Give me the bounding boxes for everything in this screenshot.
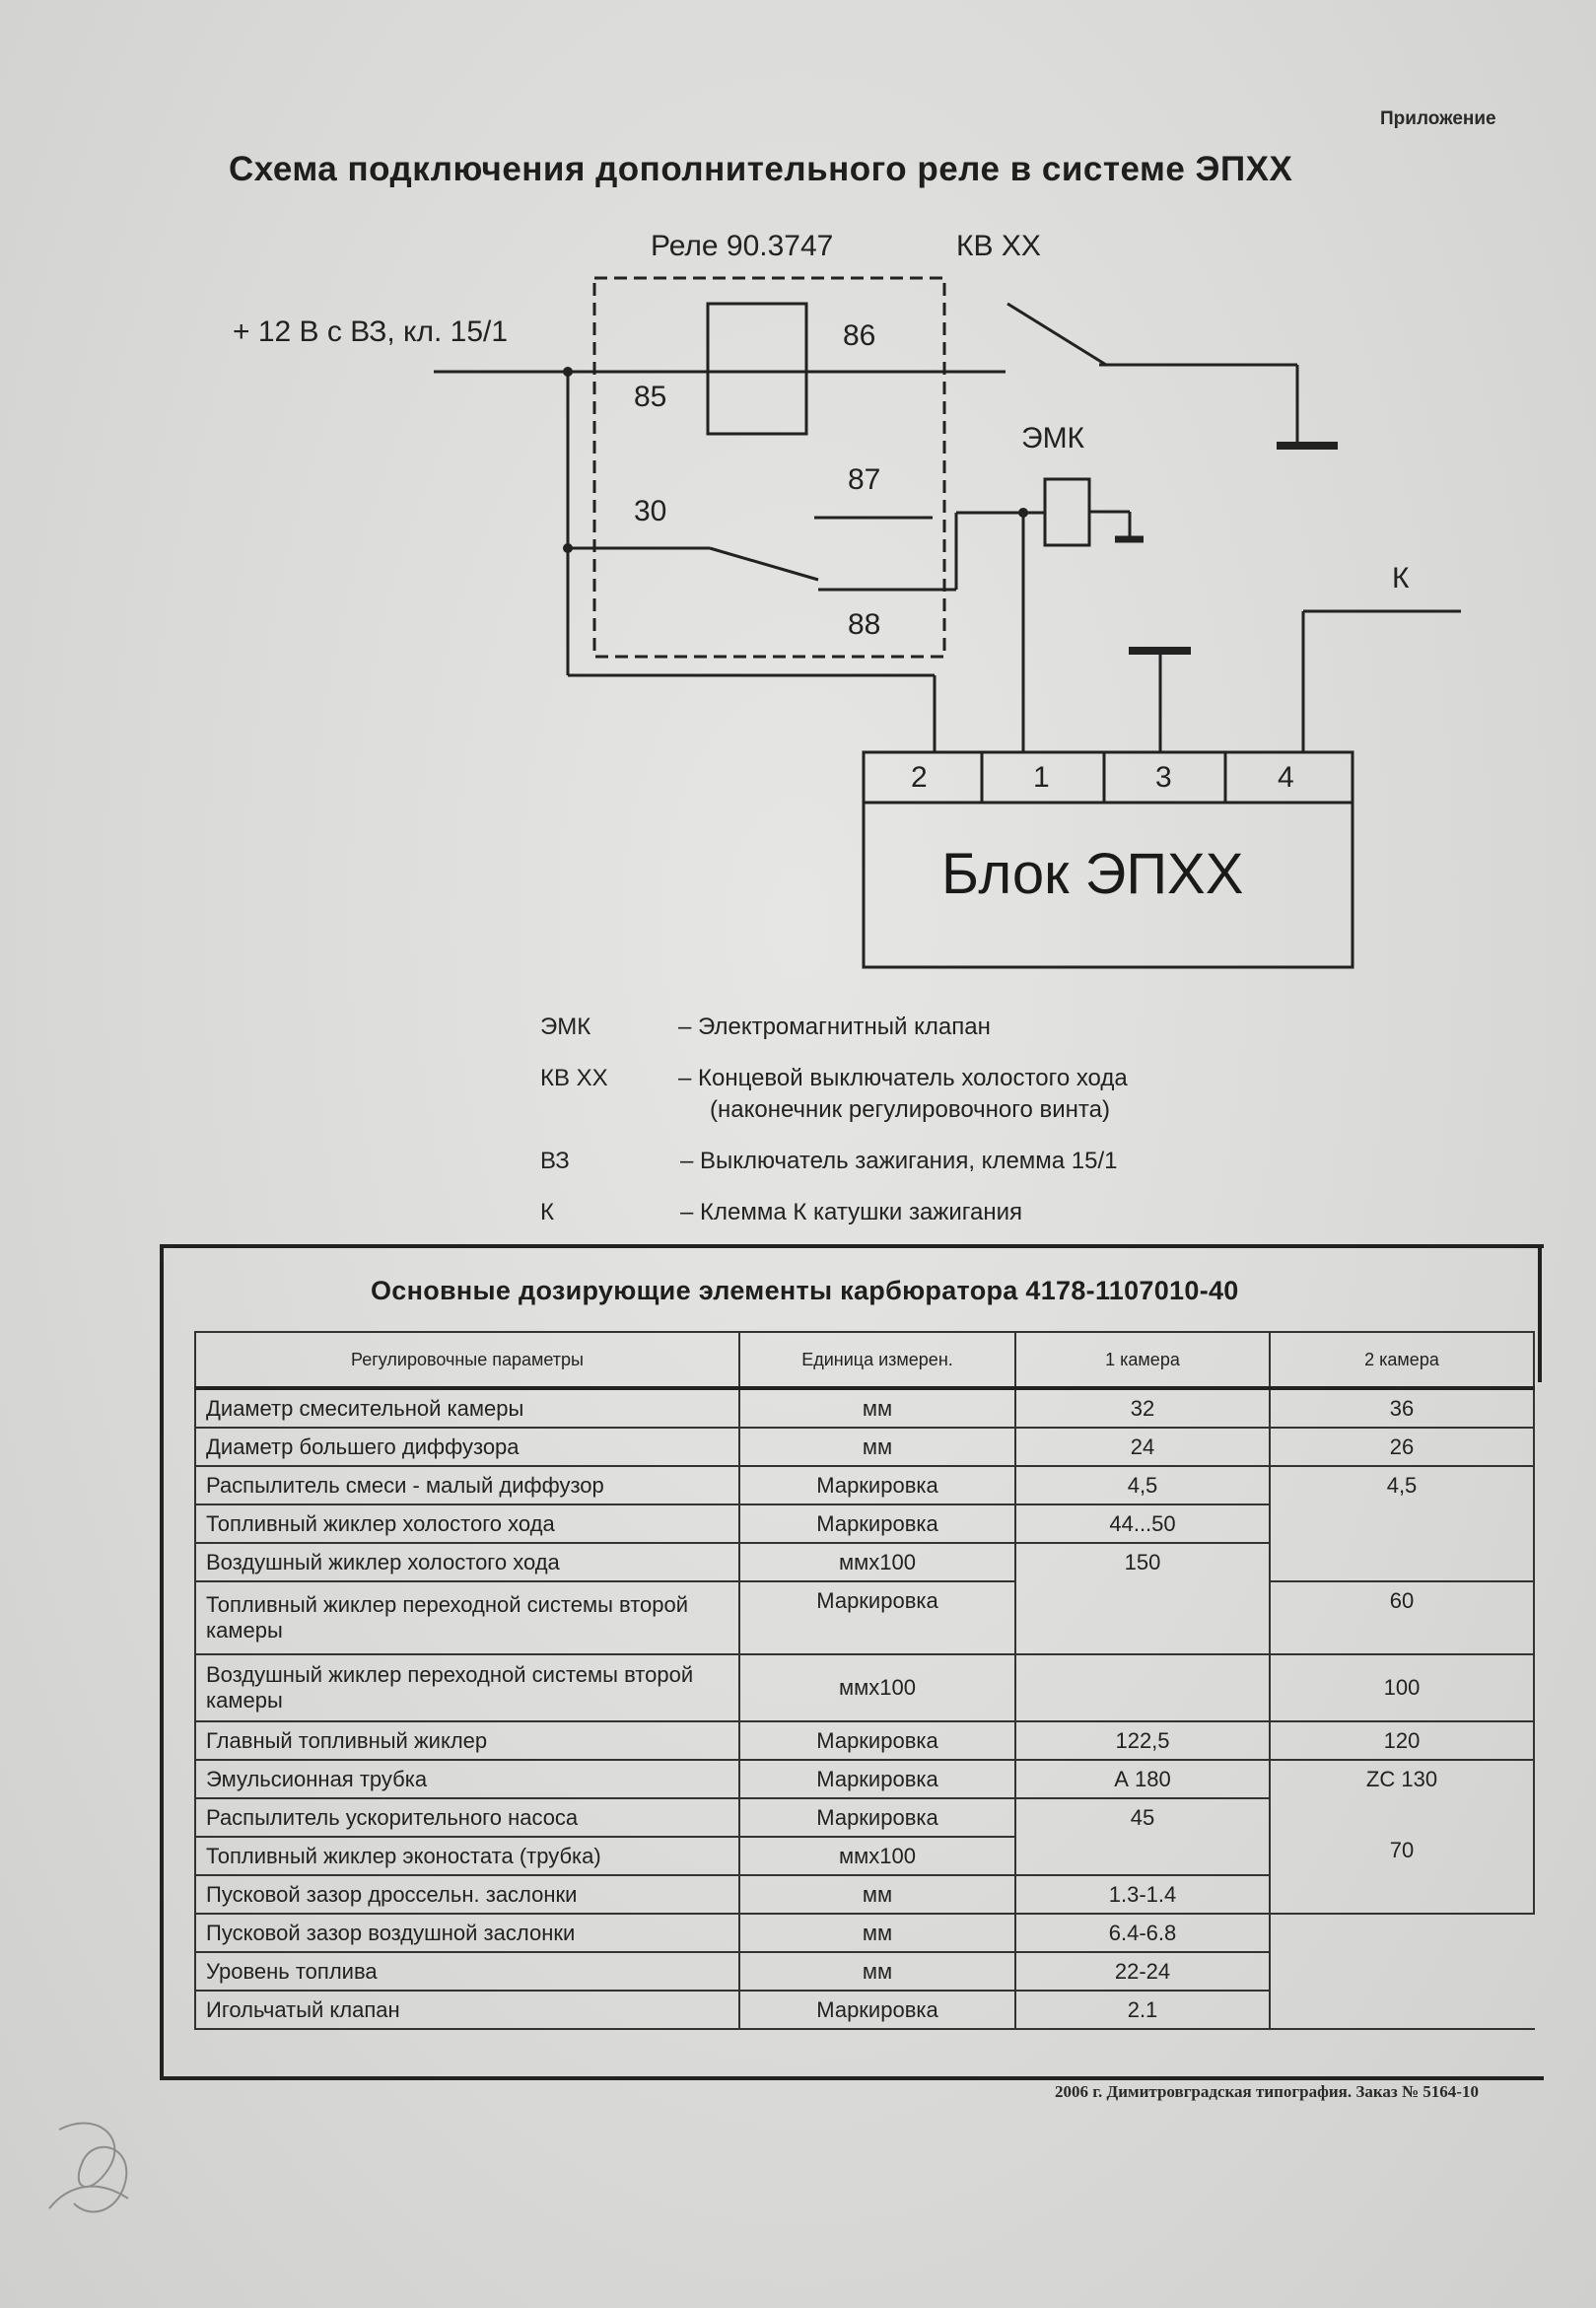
table-title: Основные дозирующие элементы карбюратора 4178-1107010-40 xyxy=(371,1276,1239,1305)
param-cell: Эмульсионная трубка xyxy=(195,1760,739,1798)
header-unit: Единица измерен. xyxy=(739,1332,1015,1388)
block-pin-1: 1 xyxy=(1033,761,1050,794)
unit-cell: ммх100 xyxy=(739,1543,1015,1581)
table-row xyxy=(195,1654,1534,1721)
chamber-2-cell: 120 xyxy=(1270,1721,1534,1760)
chamber-2-cell: 4,5 xyxy=(1270,1466,1534,1504)
relay-housing xyxy=(594,278,944,657)
unit-cell: мм xyxy=(739,1428,1015,1466)
carburetor-parameters-table xyxy=(194,1331,1535,2030)
pin-85-label: 85 xyxy=(634,381,667,413)
legend-desc: – Электромагнитный клапан xyxy=(678,1014,991,1040)
param-cell: Диаметр смесительной камеры xyxy=(195,1388,739,1428)
chamber-2-cell xyxy=(1270,1543,1534,1581)
header-parameters: Регулировочные параметры xyxy=(195,1332,739,1388)
unit-cell: Маркировка xyxy=(739,1798,1015,1837)
legend-desc: – Выключатель зажигания, клемма 15/1 xyxy=(680,1148,1118,1174)
wiring-diagram xyxy=(0,0,1596,986)
table-row xyxy=(195,1837,1534,1875)
idle-switch-label: КВ ХХ xyxy=(956,230,1041,262)
supply-label: + 12 В с ВЗ, кл. 15/1 xyxy=(233,315,509,348)
chamber-1-cell: 4,5 xyxy=(1015,1466,1270,1504)
chamber-2-cell: ZC 130 xyxy=(1270,1760,1534,1798)
param-cell: Воздушный жиклер холостого хода xyxy=(195,1543,739,1581)
chamber-2-cell xyxy=(1270,1952,1534,1991)
chamber-1-cell: А 180 xyxy=(1015,1760,1270,1798)
table-header-row xyxy=(195,1332,1534,1388)
table-row xyxy=(195,1798,1534,1837)
chamber-1-cell: 122,5 xyxy=(1015,1721,1270,1760)
unit-cell: Маркировка xyxy=(739,1760,1015,1798)
legend-desc: – Концевой выключатель холостого хода xyxy=(678,1065,1128,1091)
coil-label: К xyxy=(1392,562,1410,594)
table-row xyxy=(195,1428,1534,1466)
printer-imprint: 2006 г. Димитровградская типография. Заказ № 5164-10 xyxy=(1055,2082,1479,2101)
chamber-1-cell: 44...50 xyxy=(1015,1504,1270,1543)
chamber-1-cell: 150 xyxy=(1015,1543,1270,1581)
param-cell: Уровень топлива xyxy=(195,1952,739,1991)
unit-cell: Маркировка xyxy=(739,1721,1015,1760)
table-row xyxy=(195,1466,1534,1504)
pin-87-label: 87 xyxy=(848,463,881,496)
solenoid-valve xyxy=(1045,479,1089,545)
param-cell: Топливный жиклер переходной системы второй камеры xyxy=(195,1581,739,1654)
appendix-label: Приложение xyxy=(1380,108,1496,129)
param-cell: Главный топливный жиклер xyxy=(195,1721,739,1760)
chamber-1-cell: 32 xyxy=(1015,1388,1270,1428)
legend-abbr: К xyxy=(540,1199,554,1225)
legend-abbr: ЭМК xyxy=(540,1014,591,1040)
chamber-2-cell xyxy=(1270,1914,1534,1952)
param-cell: Пусковой зазор воздушной заслонки xyxy=(195,1914,739,1952)
chamber-1-cell: 45 xyxy=(1015,1798,1270,1837)
table-row xyxy=(195,1952,1534,1991)
chamber-1-cell xyxy=(1015,1654,1270,1721)
param-cell: Топливный жиклер холостого хода xyxy=(195,1504,739,1543)
param-cell: Распылитель смеси - малый диффузор xyxy=(195,1466,739,1504)
chamber-2-cell xyxy=(1270,1798,1534,1837)
legend-desc-continued: (наконечник регулировочного винта) xyxy=(710,1096,1110,1123)
chamber-1-cell: 24 xyxy=(1015,1428,1270,1466)
unit-cell: мм xyxy=(739,1388,1015,1428)
chamber-2-cell xyxy=(1270,1991,1534,2029)
chamber-1-cell: 1.3-1.4 xyxy=(1015,1875,1270,1914)
param-cell: Игольчатый клапан xyxy=(195,1991,739,2029)
unit-cell: ммх100 xyxy=(739,1837,1015,1875)
pin-86-label: 86 xyxy=(843,319,876,352)
pin-88-label: 88 xyxy=(848,608,881,641)
chamber-2-cell: 100 xyxy=(1270,1654,1534,1721)
chamber-1-cell: 22-24 xyxy=(1015,1952,1270,1991)
unit-cell: мм xyxy=(739,1914,1015,1952)
legend-abbr: ВЗ xyxy=(540,1148,570,1174)
diagram-title: Схема подключения дополнительного реле в системе ЭПХХ xyxy=(229,150,1293,188)
chamber-2-cell xyxy=(1270,1875,1534,1914)
chamber-1-cell xyxy=(1015,1837,1270,1875)
chamber-1-cell: 2.1 xyxy=(1015,1991,1270,2029)
table-row xyxy=(195,1721,1534,1760)
chamber-2-cell: 36 xyxy=(1270,1388,1534,1428)
unit-cell: ммх100 xyxy=(739,1654,1015,1721)
unit-cell: Маркировка xyxy=(739,1466,1015,1504)
table-row xyxy=(195,1388,1534,1428)
pin-30-label: 30 xyxy=(634,495,667,527)
unit-cell: мм xyxy=(739,1952,1015,1991)
relay-coil xyxy=(708,304,806,434)
table-row xyxy=(195,1581,1534,1654)
block-pin-3: 3 xyxy=(1155,761,1172,794)
block-pin-4: 4 xyxy=(1278,761,1294,794)
chamber-2-cell: 70 xyxy=(1270,1837,1534,1875)
unit-cell: Маркировка xyxy=(739,1504,1015,1543)
param-cell: Пусковой зазор дроссельн. заслонки xyxy=(195,1875,739,1914)
signature-mark xyxy=(30,2090,168,2238)
table-row xyxy=(195,1543,1534,1581)
table-row xyxy=(195,1760,1534,1798)
chamber-2-cell: 60 xyxy=(1270,1581,1534,1654)
param-cell: Топливный жиклер эконостата (трубка) xyxy=(195,1837,739,1875)
table-row xyxy=(195,1875,1534,1914)
header-chamber-2: 2 камера xyxy=(1270,1332,1534,1388)
param-cell: Диаметр большего диффузора xyxy=(195,1428,739,1466)
table-row xyxy=(195,1991,1534,2029)
table-row xyxy=(195,1914,1534,1952)
unit-cell: мм xyxy=(739,1875,1015,1914)
legend-desc: – Клемма К катушки зажигания xyxy=(680,1199,1022,1225)
param-cell: Распылитель ускорительного насоса xyxy=(195,1798,739,1837)
solenoid-label: ЭМК xyxy=(1021,422,1085,455)
relay-label: Реле 90.3747 xyxy=(651,230,834,262)
chamber-1-cell: 6.4-6.8 xyxy=(1015,1914,1270,1952)
header-chamber-1: 1 камера xyxy=(1015,1332,1270,1388)
table-frame-right-edge xyxy=(1538,1244,1542,1382)
chamber-2-cell: 26 xyxy=(1270,1428,1534,1466)
unit-cell: Маркировка xyxy=(739,1581,1015,1654)
block-label: Блок ЭПХХ xyxy=(941,842,1244,906)
chamber-2-cell xyxy=(1270,1504,1534,1543)
unit-cell: Маркировка xyxy=(739,1991,1015,2029)
legend-abbr: КВ ХХ xyxy=(540,1065,608,1091)
block-pin-2: 2 xyxy=(911,761,928,794)
table-row xyxy=(195,1504,1534,1543)
param-cell: Воздушный жиклер переходной системы второй камеры xyxy=(195,1654,739,1721)
chamber-1-cell xyxy=(1015,1581,1270,1654)
